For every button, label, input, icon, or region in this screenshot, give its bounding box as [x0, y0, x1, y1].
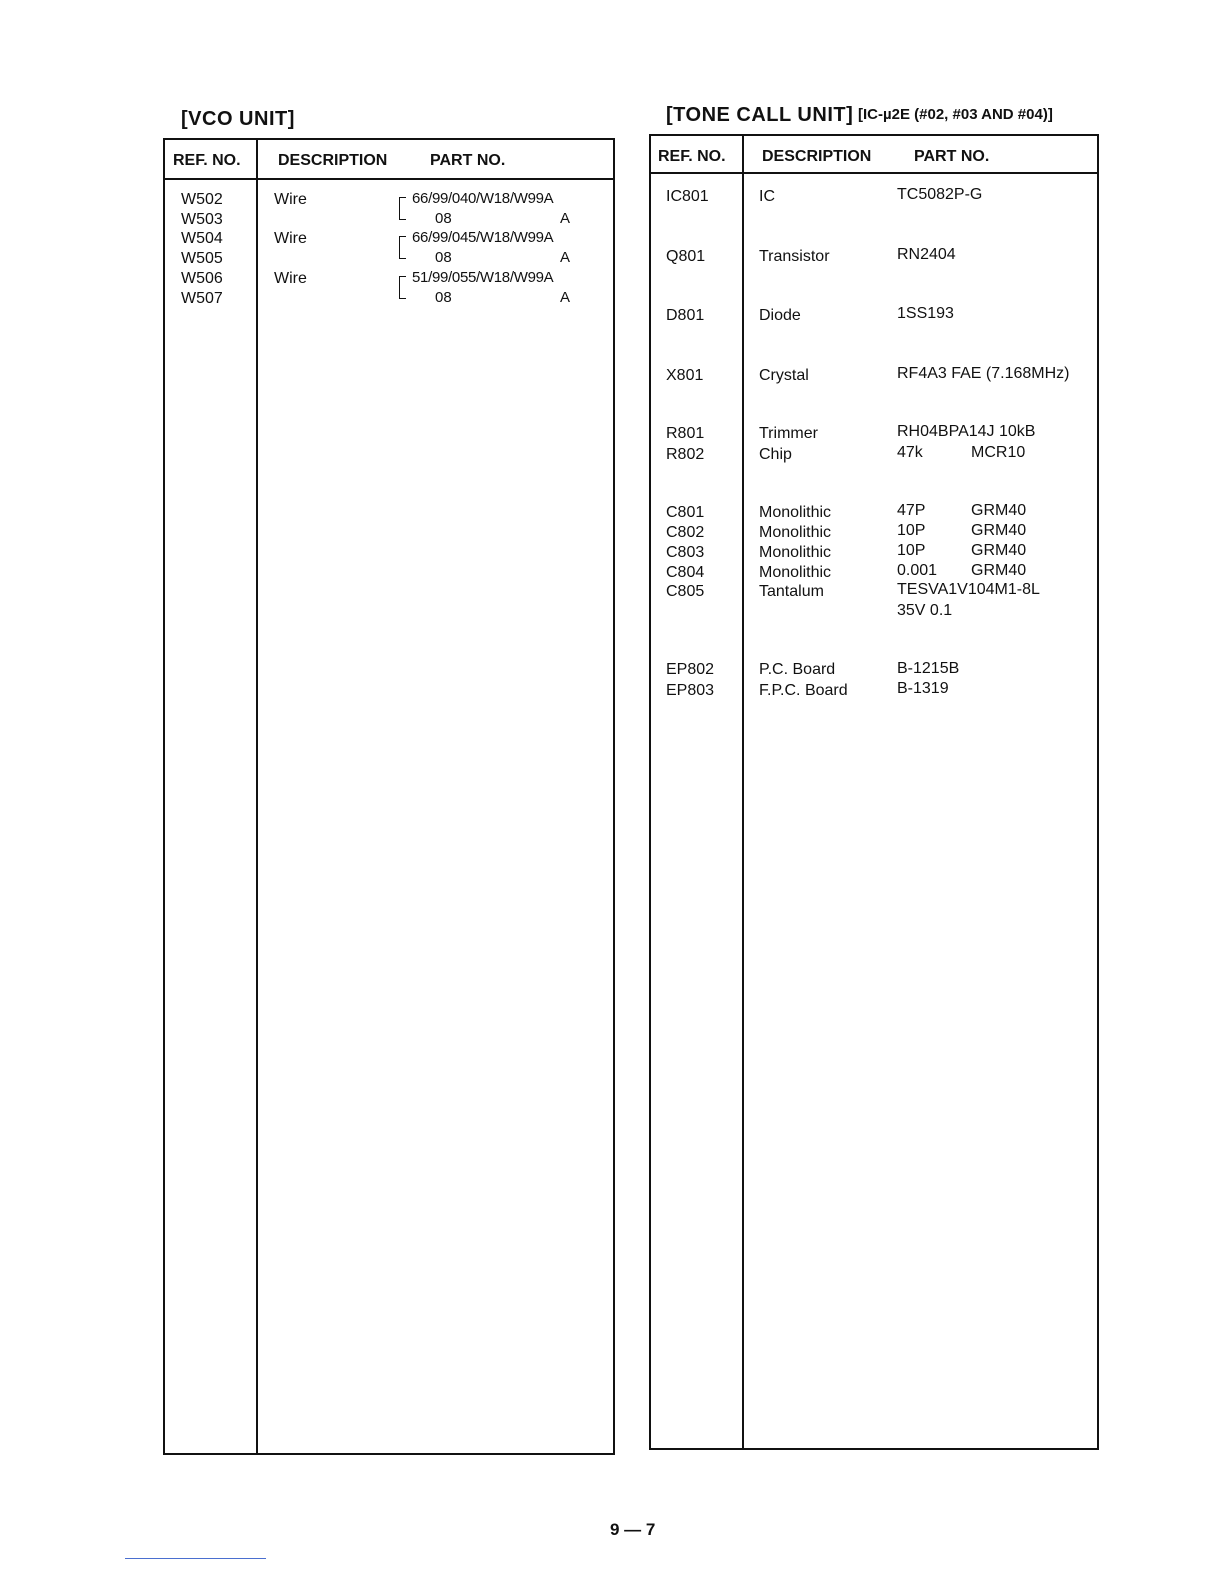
tone-call-unit-title: [TONE CALL UNIT] — [666, 104, 854, 126]
part-no-cell: RN2404 — [897, 246, 956, 263]
ref-cell: W502 — [181, 191, 223, 208]
description-header: DESCRIPTION — [762, 148, 872, 165]
ref-cell: EP803 — [666, 682, 715, 699]
description-cell: Wire — [274, 269, 307, 287]
part-no-cell: 47P — [897, 502, 926, 519]
page-number: 9 — 7 — [610, 1520, 656, 1539]
description-cell: Monolithic — [759, 524, 832, 541]
part-suffix-cell: A — [560, 288, 571, 306]
part-no-cell: RF4A3 FAE (7.168MHz) — [897, 365, 1070, 382]
part-no-cell: 08 — [435, 249, 452, 267]
description-cell: Tantalum — [759, 583, 824, 600]
bracket-icon — [399, 276, 406, 299]
vco-unit-title: [VCO UNIT] — [181, 108, 295, 130]
tone-call-unit-subtitle: [IC-µ2E (#02, #03 AND #04)] — [858, 106, 1053, 123]
footer-rule — [125, 1558, 266, 1559]
part-no-cell: 08 — [435, 288, 452, 306]
ref-cell: C802 — [666, 524, 705, 541]
ref-no-header: REF. NO. — [173, 152, 241, 169]
ref-cell: W503 — [181, 210, 223, 228]
part-no-cell: B-1319 — [897, 680, 949, 697]
column-divider — [256, 140, 258, 1453]
part-suffix-cell: A — [560, 249, 571, 267]
ref-cell: EP802 — [666, 661, 715, 678]
ref-cell: R802 — [666, 446, 705, 463]
description-cell: Monolithic — [759, 544, 832, 561]
tone-call-parts-table — [649, 134, 1099, 1450]
header-divider — [165, 178, 613, 180]
ref-cell: IC801 — [666, 188, 709, 205]
description-cell: Wire — [274, 230, 307, 248]
ref-cell: C804 — [666, 564, 705, 581]
description-cell: F.P.C. Board — [759, 682, 848, 699]
header-divider — [651, 172, 1097, 174]
description-cell: Trimmer — [759, 425, 818, 442]
part-no-cell: TESVA1V104M1-8L — [897, 581, 1040, 598]
ref-cell: Q801 — [666, 248, 706, 265]
part-no-cell: 35V 0.1 — [897, 602, 953, 619]
part-suffix-cell: A — [560, 209, 571, 227]
ref-cell: W506 — [181, 269, 223, 287]
part-no-cell: 0.001 — [897, 562, 938, 579]
description-cell: Monolithic — [759, 564, 832, 581]
part-no-cell: 51/99/055/W18/W99A — [412, 268, 554, 286]
ref-cell: W507 — [181, 289, 223, 307]
description-header: DESCRIPTION — [278, 152, 388, 169]
part-no-cell: TC5082P-G — [897, 186, 983, 203]
part-no-cell: 47k — [897, 444, 923, 461]
ref-cell: R801 — [666, 425, 705, 442]
part-no-cell: 10P — [897, 522, 926, 539]
part-no-cell: 66/99/045/W18/W99A — [412, 229, 554, 247]
column-divider — [742, 136, 744, 1448]
part-type-cell: GRM40 — [971, 562, 1027, 579]
description-cell: Wire — [274, 191, 307, 208]
description-cell: Diode — [759, 307, 801, 324]
ref-no-header: REF. NO. — [658, 148, 726, 165]
description-cell: Transistor — [759, 248, 830, 265]
description-cell: Crystal — [759, 367, 809, 384]
part-no-header: PART NO. — [914, 148, 990, 165]
description-cell: Chip — [759, 446, 792, 463]
description-cell: P.C. Board — [759, 661, 836, 678]
part-no-cell: 10P — [897, 542, 926, 559]
part-no-cell: 1SS193 — [897, 305, 954, 322]
part-type-cell: GRM40 — [971, 542, 1027, 559]
ref-cell: W505 — [181, 250, 223, 268]
bracket-icon — [399, 236, 406, 259]
bracket-icon — [399, 197, 406, 220]
vco-parts-table — [163, 138, 615, 1455]
part-no-cell: B-1215B — [897, 660, 960, 677]
part-no-cell: 66/99/040/W18/W99A — [412, 190, 554, 207]
ref-cell: C801 — [666, 504, 705, 521]
ref-cell: C805 — [666, 583, 705, 600]
part-no-header: PART NO. — [430, 152, 506, 169]
part-type-cell: GRM40 — [971, 522, 1027, 539]
ref-cell: D801 — [666, 307, 705, 324]
description-cell: Monolithic — [759, 504, 832, 521]
part-no-cell: 08 — [435, 209, 452, 227]
part-type-cell: GRM40 — [971, 502, 1027, 519]
ref-cell: C803 — [666, 544, 705, 561]
ref-cell: W504 — [181, 230, 223, 248]
part-type-cell: MCR10 — [971, 444, 1026, 461]
part-no-cell: RH04BPA14J 10kB — [897, 423, 1036, 440]
ref-cell: X801 — [666, 367, 704, 384]
description-cell: IC — [759, 188, 775, 205]
